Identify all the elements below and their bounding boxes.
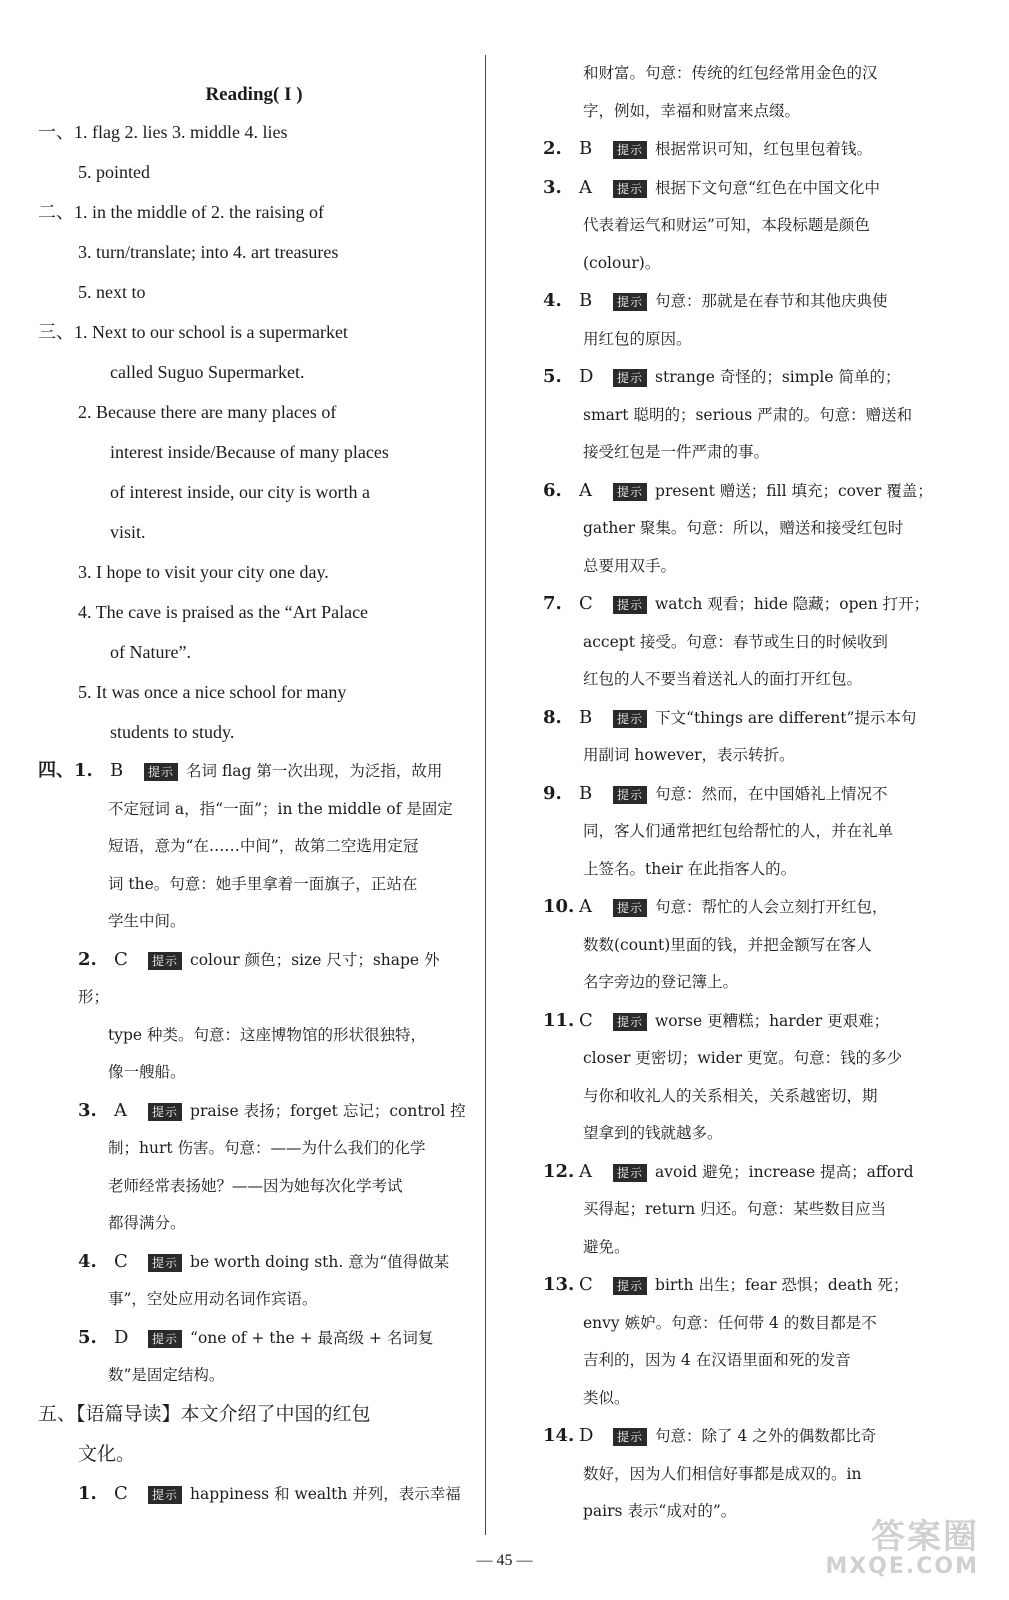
tip-badge: 提示 [613,141,647,159]
item-answer: A [579,176,592,198]
r-item-13 [543,1266,943,1305]
item-answer: B [579,138,593,159]
s3-line-10: students to study. [110,722,235,742]
tip-badge: 提示 [144,763,178,781]
s3-line-7: 4. The cave is praised as the “Art Palace [78,602,369,622]
item-number: 4. [543,290,562,311]
s2-line-2: 3. turn/translate; into 4. art treasures [78,242,339,262]
item-text: 句意：那就是在春节和其他庆典使 [655,292,888,310]
s3-line-4: of interest inside, our city is worth a [110,482,370,502]
item-answer: B [579,706,593,728]
r-item-cont: 吉利的，因为 4 在汉语里面和死的发音 [583,1351,851,1369]
item-answer: A [114,1099,127,1121]
tip-badge: 提示 [613,1277,647,1295]
column-divider [485,55,486,1535]
s4-block [38,752,470,1395]
item-answer: A [579,896,592,917]
r-item-cont: 用副词 however，表示转折。 [583,746,795,764]
tip-badge: 提示 [613,1013,647,1031]
s4-item-4-cont: 事”，空处应用动名词作宾语。 [108,1290,318,1308]
r-top-line-1: 字，例如，幸福和财富来点缀。 [583,101,801,120]
r-item-cont: 上签名。their 在此指客人的。 [583,859,797,878]
r-item-5 [543,358,943,397]
s3-line-3: interest inside/Because of many places [110,442,389,462]
right-column [543,55,943,1531]
item-number: 5. [78,1326,97,1348]
tip-badge: 提示 [613,293,647,311]
tip-badge: 提示 [613,786,647,804]
r-item-3 [543,169,943,208]
item-number: 14. [543,1425,575,1446]
s2-label: 二、 [38,202,74,222]
left-column [38,78,470,1513]
s4-item-3-cont: 制；hurt 伤害。句意：——为什么我们的化学 [108,1139,426,1157]
item-answer: C [114,948,128,970]
section-title: Reading( I ) [205,84,303,105]
tip-badge: 提示 [148,1254,182,1272]
r-item-2 [543,130,943,169]
item-answer: C [114,1250,128,1272]
r-item-cont: envy 嫉妒。句意：任何带 4 的数目都是不 [583,1313,877,1332]
item-text: “one of + the + 最高级 + 名词复 [190,1328,434,1347]
right-items [543,130,943,1531]
s4-item-1-cont: 学生中间。 [108,912,186,930]
s4-item-3-cont: 老师经常表扬她？——因为她每次化学考试 [108,1176,403,1195]
r-item-cont: 红包的人不要当着送礼人的面打开红包。 [583,670,863,688]
item-number: 2. [543,138,562,159]
item-number: 13. [543,1274,575,1295]
r-item-cont: 代表着运气和财运”可知，本段标题是颜色 [583,216,870,234]
r-item-cont: 避免。 [583,1237,630,1256]
item-text: be worth doing sth. 意为“值得做某 [190,1252,450,1271]
item-text: 句意：帮忙的人会立刻打开红包， [655,898,888,916]
item-number: 5. [543,366,562,387]
s3-line-1: called Suguo Supermarket. [110,362,305,382]
r-item-cont: 总要用双手。 [583,556,677,575]
s4-label: 四、 [38,760,74,781]
item-number: 1. [74,760,93,781]
tip-badge: 提示 [148,1330,182,1348]
r-item-cont: 同，客人们通常把红包给帮忙的人，并在礼单 [583,822,894,840]
item-answer: D [579,366,594,387]
item-text: strange 奇怪的；simple 简单的； [655,368,901,386]
s3-label: 三、 [38,322,74,342]
item-answer: D [114,1326,129,1348]
r-item-11 [543,1002,943,1041]
s3-line-2: 2. Because there are many places of [78,402,337,422]
r-item-cont: (colour)。 [583,253,661,272]
tip-badge: 提示 [148,1486,182,1504]
s1-line-1: 一、1. flag 2. lies 3. middle 4. lies [38,122,288,142]
item-number: 12. [543,1160,575,1182]
tip-badge: 提示 [613,1164,647,1182]
r-item-cont: 买得起；return 归还。句意：某些数目应当 [583,1200,887,1218]
s4-item-1-cont: 短语，意为“在……中间”，故第二空选用定冠 [108,837,419,855]
item-text: 句意：除了 4 之外的偶数都比奇 [655,1427,877,1445]
item-number: 3. [78,1099,97,1121]
s4-item-1 [38,752,470,791]
item-text: colour 颜色；size 尺寸；shape 外形； [78,950,440,1006]
r-item-14 [543,1417,943,1456]
s4-item-3 [38,1092,470,1131]
r-item-cont: pairs 表示“成对的”。 [583,1502,737,1520]
s3-line-0: 三、1. Next to our school is a supermarket [38,322,348,342]
item-text: 下文“things are different”提示本句 [655,708,917,727]
s4-item-2 [38,941,470,1017]
s4-item-2-cont: 像一艘船。 [108,1063,186,1081]
item-text: 句意：然而，在中国婚礼上情况不 [655,784,888,803]
s2-line-3: 5. next to [78,282,146,302]
item-text: 根据下文句意“红色在中国文化中 [655,178,880,197]
item-number: 2. [78,948,97,970]
watermark: 答案圈 MXQE.COM [825,1517,979,1579]
item-text: present 赠送；fill 填充；cover 覆盖； [655,481,933,500]
r-item-cont: 数好，因为人们相信好事都是成双的。in [583,1464,862,1483]
s3-line-5: visit. [110,522,146,542]
item-answer: B [579,290,593,311]
r-item-cont: 名字旁边的登记簿上。 [583,973,739,991]
item-number: 9. [543,782,562,804]
r-item-7 [543,585,943,624]
s5-label: 五、 [38,1403,77,1425]
r-item-cont: smart 聪明的；serious 严肃的。句意：赠送和 [583,405,913,424]
r-item-10 [543,888,943,927]
tip-badge: 提示 [613,710,647,728]
tip-badge: 提示 [613,369,647,387]
item-text: 根据常识可知，红包里包着钱。 [655,140,873,158]
tip-badge: 提示 [613,1428,647,1446]
s4-item-5-cont: 数”是固定结构。 [108,1366,225,1384]
item-number: 10. [543,896,575,917]
s1-line-2: 5. pointed [78,162,150,182]
item-number: 6. [543,479,562,501]
r-item-cont: closer 更密切；wider 更宽。句意：钱的多少 [583,1049,903,1067]
r-item-12 [543,1153,943,1192]
item-answer: C [579,593,593,614]
item-text: praise 表扬；forget 忘记；control 控 [190,1101,466,1120]
item-text: birth 出生；fear 恐惧；death 死； [655,1276,909,1294]
r-top-line-0: 和财富。句意：传统的红包经常用金色的汉 [583,64,878,82]
s2-line-1: 二、1. in the middle of 2. the raising of [38,202,324,222]
s4-item-3-cont: 都得满分。 [108,1214,186,1232]
s3-line-8: of Nature”. [110,642,191,662]
item-text: worse 更糟糕；harder 更艰难； [655,1011,890,1030]
r-item-cont: 数数(count)里面的钱，并把金额写在客人 [583,935,872,954]
item-answer: C [579,1009,593,1031]
tip-badge: 提示 [613,180,647,198]
tip-badge: 提示 [148,952,182,970]
s3-line-9: 5. It was once a nice school for many [78,682,347,702]
item-answer: B [110,760,124,781]
s4-item-1-cont: 不定冠词 a，指“一面”；in the middle of 是固定 [108,799,453,818]
page-number: — 45 — [476,1552,533,1569]
item-text: avoid 避免；increase 提高；afford [655,1162,914,1181]
r-item-cont: 与你和收礼人的关系相关，关系越密切，期 [583,1086,878,1105]
tip-badge: 提示 [613,596,647,614]
r-item-9 [543,775,943,814]
s5-line-1: 五、【语篇导读】本文介绍了中国的红包 [38,1403,371,1425]
s5-item-1: 1. C 提示 happiness 和 wealth 并列，表示幸福 [78,1482,461,1504]
s4-item-4 [38,1243,470,1282]
r-item-cont: gather 聚集。句意：所以，赠送和接受红包时 [583,519,904,537]
r-item-6 [543,472,943,511]
item-text: 名词 flag 第一次出现，为泛指，故用 [186,762,443,780]
s5-line-2: 文化。 [78,1443,136,1465]
item-answer: A [579,1160,592,1182]
item-number: 8. [543,706,562,728]
s3-line-6: 3. I hope to visit your city one day. [78,562,329,582]
item-answer: D [579,1425,594,1446]
r-item-cont: 接受红包是一件严肃的事。 [583,443,770,461]
item-number: 7. [543,593,562,614]
tip-badge: 提示 [613,899,647,917]
item-number: 4. [78,1250,97,1272]
s4-item-1-cont: 词 the。句意：她手里拿着一面旗子，正站在 [108,874,418,893]
r-item-cont: 望拿到的钱就越多。 [583,1124,723,1142]
item-number: 3. [543,176,562,198]
r-item-cont: 用红包的原因。 [583,329,692,348]
tip-badge: 提示 [148,1103,182,1121]
item-answer: A [579,479,592,501]
item-answer: B [579,782,593,804]
s4-item-5 [38,1319,470,1358]
tip-badge: 提示 [613,483,647,501]
s4-item-2-cont: type 种类。句意：这座博物馆的形状很独特， [108,1025,427,1044]
item-text: watch 观看；hide 隐藏；open 打开； [655,595,930,613]
item-number: 11. [543,1009,575,1031]
item-answer: C [579,1274,593,1295]
s1-label: 一、 [38,122,74,142]
r-item-cont: 类似。 [583,1388,630,1407]
r-item-cont: accept 接受。句意：春节或生日的时候收到 [583,632,888,651]
r-item-4 [543,282,943,321]
r-item-8 [543,699,943,738]
